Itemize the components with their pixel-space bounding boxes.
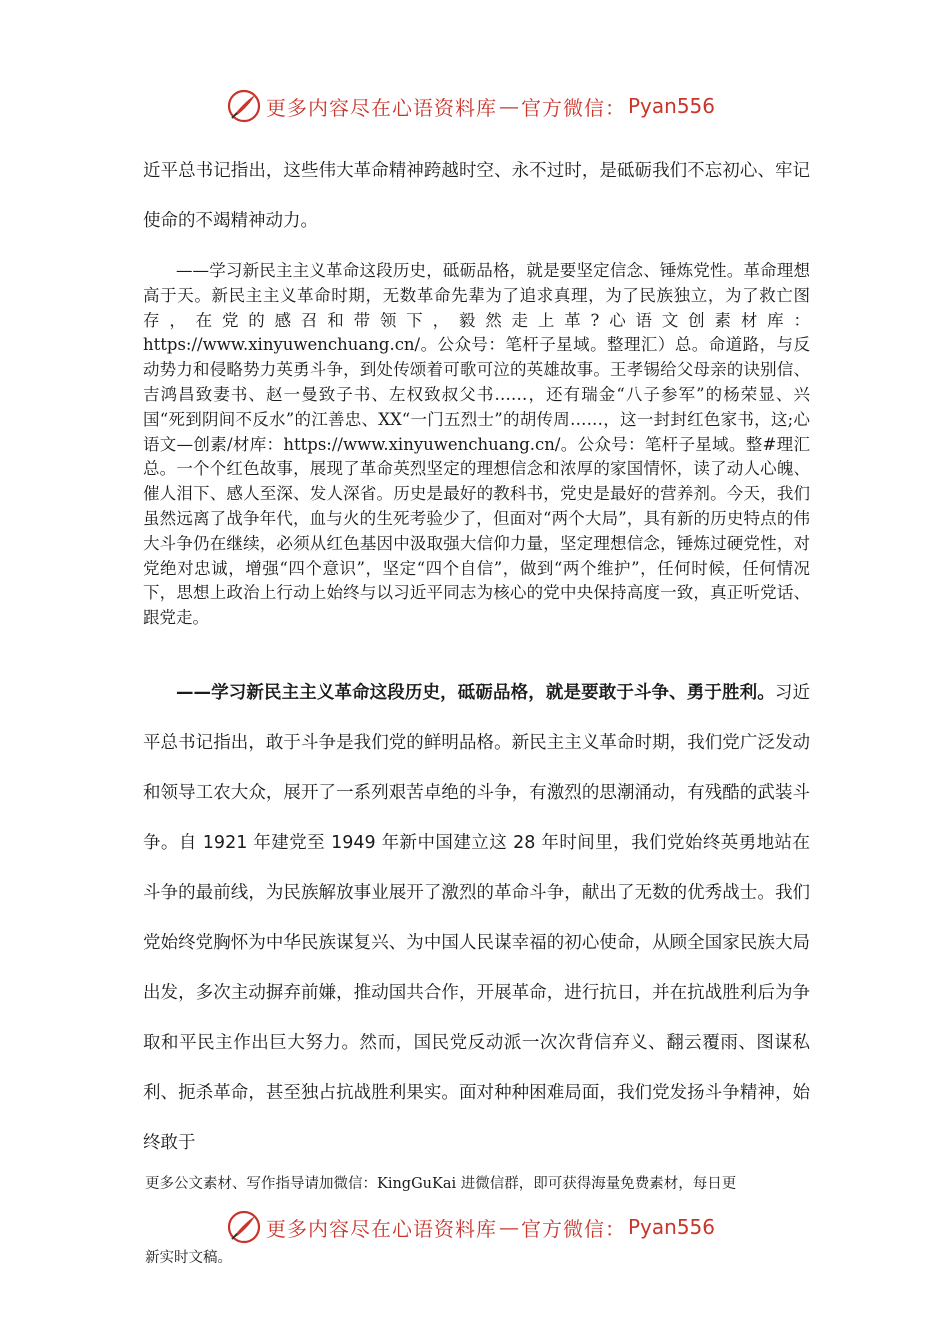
paragraph-ideals: ——学习新民主主义革命这段历史，砥砺品格，就是要坚定信念、锤炼党性。革命理想高于天。新民主主义革命时期，无数革命先辈为了追求真理，为了民族独立，为了救亡图存，在党的感召和带领下，毅然走上革?心语文创素材库：https://www.xinyuwenchuang.cn/。公众号：笔杆子星域。整理汇）总。命道路，与反动势力和侵略势力英勇斗争，到处传颂着可歌可泣的英雄故事。王孝锡给父母亲的诀别信、吉鸿昌致妻书、赵一曼致子书、左权致叔父书……，还有瑞金“八子参军”的杨荣显、兴国“死到阴间不反水”的江善忠、XX“一门五烈士”的胡传周……，这一封封红色家书，这;心语文—创素/材库：https://www.xinyuwenchuang.cn/。公众号：笔杆子星域。整#理汇总。一个个红色故事，展现了革命英烈坚定的理想信念和浓厚的家国情怀，读了动人心魄、催人泪下、感人至深、发人深省。历史是最好的教科书，党史是最好的营养剂。今天，我们虽然远离了战争年代，血与火的生死考验少了，但面对“两个大局”，具有新的历史特点的伟大斗争仍在继续，必须从红色基因中汲取强大信仰力量，坚定理想信念，锤炼过硬党性，对党绝对忠诚，增强“四个意识”，坚定“四个自信”，做到“两个维护”，任何时候，任何情况下，思想上政治上行动上始终与以习近平同志为核心的党中央保持高度一致，真正听党话、跟党走。 [143, 261, 810, 628]
paragraph-struggle-text: 习近平总书记指出，敢于斗争是我们党的鲜明品格。新民主主义革命时期，我们党广泛发动和领导工农大众，展开了一系列艰苦卓绝的斗争，有激烈的思潮涌动，有残酷的武装斗争。自 1921 年建党至 1949 年新中国建立这 28 年时间里，我们党始终英勇地站在斗争的最前线，为民族解放事业展开了激烈的革命斗争，献出了无数的优秀战士。我们党始终党胸怀为中华民族谋复兴、为中国人民谋幸福的初心使命，从顾全国家民族大局出发，多次主动摒弃前嫌，推动国共合作，开展革命，进行抗日，并在抗战胜利后为争取和平民主作出巨大努力。然而，国民党反动派一次次背信弃义、翻云覆雨、图谋私利、扼杀革命，甚至独占抗战胜利果实。面对种种困难局面，我们党发扬斗争精神，始终敢于 [143, 683, 810, 1153]
paragraph-intro: 近平总书记指出，这些伟大革命精神跨越时空、永不过时，是砥砺我们不忘初心、牢记使命的不竭精神动力。 [143, 161, 810, 231]
quill-pen-logo-icon [226, 1209, 262, 1245]
banner-wechat-id: Pyan556 [628, 94, 716, 118]
footer-note-continued: 新实时文稿。 [145, 1250, 232, 1266]
banner-wechat-label: 官方微信： [521, 95, 626, 120]
banner-wechat-label: 官方微信： [521, 1216, 626, 1241]
banner-title: 更多内容尽在心语资料库 [266, 95, 497, 120]
footer-banner [226, 1209, 746, 1245]
paragraph-struggle-heading: ——学习新民主主义革命这段历史，砥砺品格，就是要敢于斗争、勇于胜利。 [176, 683, 775, 703]
footer-note: 更多公文素材、写作指导请加微信：KingGuKai 进微信群，即可获得海量免费素材，每日更 [145, 1176, 737, 1192]
paragraph-struggle [143, 668, 810, 1158]
banner-wechat-id: Pyan556 [628, 1215, 716, 1239]
banner-title: 更多内容尽在心语资料库 [266, 1216, 497, 1241]
header-banner [226, 88, 746, 124]
quill-pen-logo-icon [226, 88, 262, 124]
banner-dash: — [499, 94, 519, 118]
banner-dash: — [499, 1215, 519, 1239]
